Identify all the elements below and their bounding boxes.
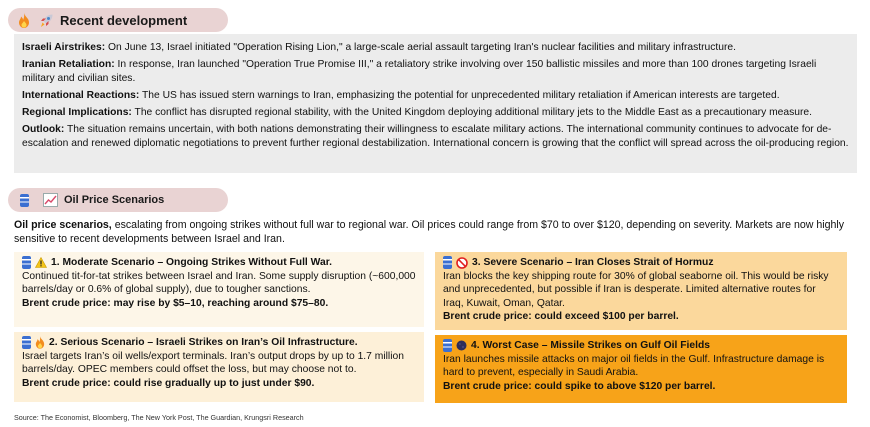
fire-icon	[35, 336, 45, 349]
scenario-price: Brent crude price: may rise by $5–10, reaching around $75–80.	[22, 297, 329, 309]
list-item: International Reactions: The US has issued stern warnings to Iran, emphasizing the potential for unprecedented military retaliation if American interests are targeted.	[22, 89, 780, 101]
list-item: Outlook: The situation remains uncertain, with both nations demonstrating their willingness to escalate military actions. The international community continues to advocate for de-escalation and renewed diplomatic negotiations to prevent further regional destabilization. International concern is growing that the conflict will spread across the oil-producing region.	[22, 123, 849, 149]
section-title: Oil Price Scenarios	[64, 194, 165, 206]
oil-barrel-icon	[443, 256, 452, 269]
scenario-body: Continued tit-for-tat strikes between Israel and Iran. Some supply disruption (~600,000 barrels/day or 0.6% of global supply), due to tougher sanctions.	[22, 270, 416, 296]
list-item: Israeli Airstrikes: On June 13, Israel initiated "Operation Rising Lion," a large-scale aerial assault targeting Iran's nuclear facilities and military infrastructure.	[22, 42, 737, 53]
scenario-title: 3. Severe Scenario – Iran Closes Strait of Hormuz	[472, 257, 714, 268]
scenario-card-worst	[435, 335, 847, 403]
recent-development-header	[8, 8, 228, 32]
list-item: Iranian Retaliation: In response, Iran launched "Operation True Promise III," a retaliatory strike involving over 150 ballistic missiles and more than 100 drones targeting Israeli military and civilian sites.	[22, 59, 817, 84]
scenario-body: Israel targets Iran’s oil wells/export terminals. Iran’s output drops by up to 1.7 million barrels/day. OPEC members could offset the loss, but may choose not to.	[22, 350, 404, 376]
scenario-title: 1. Moderate Scenario – Ongoing Strikes Without Full War.	[51, 257, 333, 268]
scenario-card-serious	[14, 332, 424, 402]
oil-intro: Oil price scenarios, escalating from ongoing strikes without full war to regional war. Oil prices could range from $70 to over $120, depending on severity. Markets are now highly sensitive to recent developments between Israel and Iran.	[14, 219, 845, 245]
scenario-body: Iran launches missile attacks on major oil fields in the Gulf. Infrastructure damage is hard to prevent, especially in Saudi Arabia.	[443, 353, 825, 379]
chart-up-icon	[42, 192, 58, 208]
list-item: Regional Implications: The conflict has disrupted regional stability, with the United Kingdom deploying additional military jets to the Middle East as a precautionary measure.	[22, 106, 813, 118]
scenario-title: 4. Worst Case – Missile Strikes on Gulf Oil Fields	[471, 340, 711, 351]
oil-barrel-icon	[16, 192, 32, 208]
oil-price-header	[8, 188, 228, 212]
oil-barrel-icon	[22, 336, 31, 349]
scenario-title: 2. Serious Scenario – Israeli Strikes on Iran’s Oil Infrastructure.	[49, 337, 358, 348]
oil-barrel-icon	[443, 339, 452, 352]
no-entry-icon	[456, 257, 468, 269]
fire-icon	[16, 12, 32, 28]
warning-icon	[35, 257, 47, 268]
recent-development-box	[14, 34, 857, 173]
scenario-price: Brent crude price: could spike to above $120 per barrel.	[443, 380, 716, 392]
rocket-icon	[38, 12, 54, 28]
scenario-body: Iran blocks the key shipping route for 30% of global seaborne oil. This would be risky and unprecedented, but possible if Iran is desperate. Limited alternative routes for Iraq, Kuwait, Oman, Qatar.	[443, 270, 829, 309]
oil-barrel-icon	[22, 256, 31, 269]
scenario-card-severe	[435, 252, 847, 330]
scenario-price: Brent crude price: could exceed $100 per barrel.	[443, 311, 679, 323]
section-title: Recent development	[60, 12, 188, 28]
scenario-card-moderate	[14, 252, 424, 327]
scenario-price: Brent crude price: could rise gradually up to just under $90.	[22, 377, 315, 389]
source-note: Source: The Economist, Bloomberg, The New York Post, The Guardian, Krungsri Research	[14, 413, 304, 422]
new-moon-icon	[456, 340, 467, 351]
